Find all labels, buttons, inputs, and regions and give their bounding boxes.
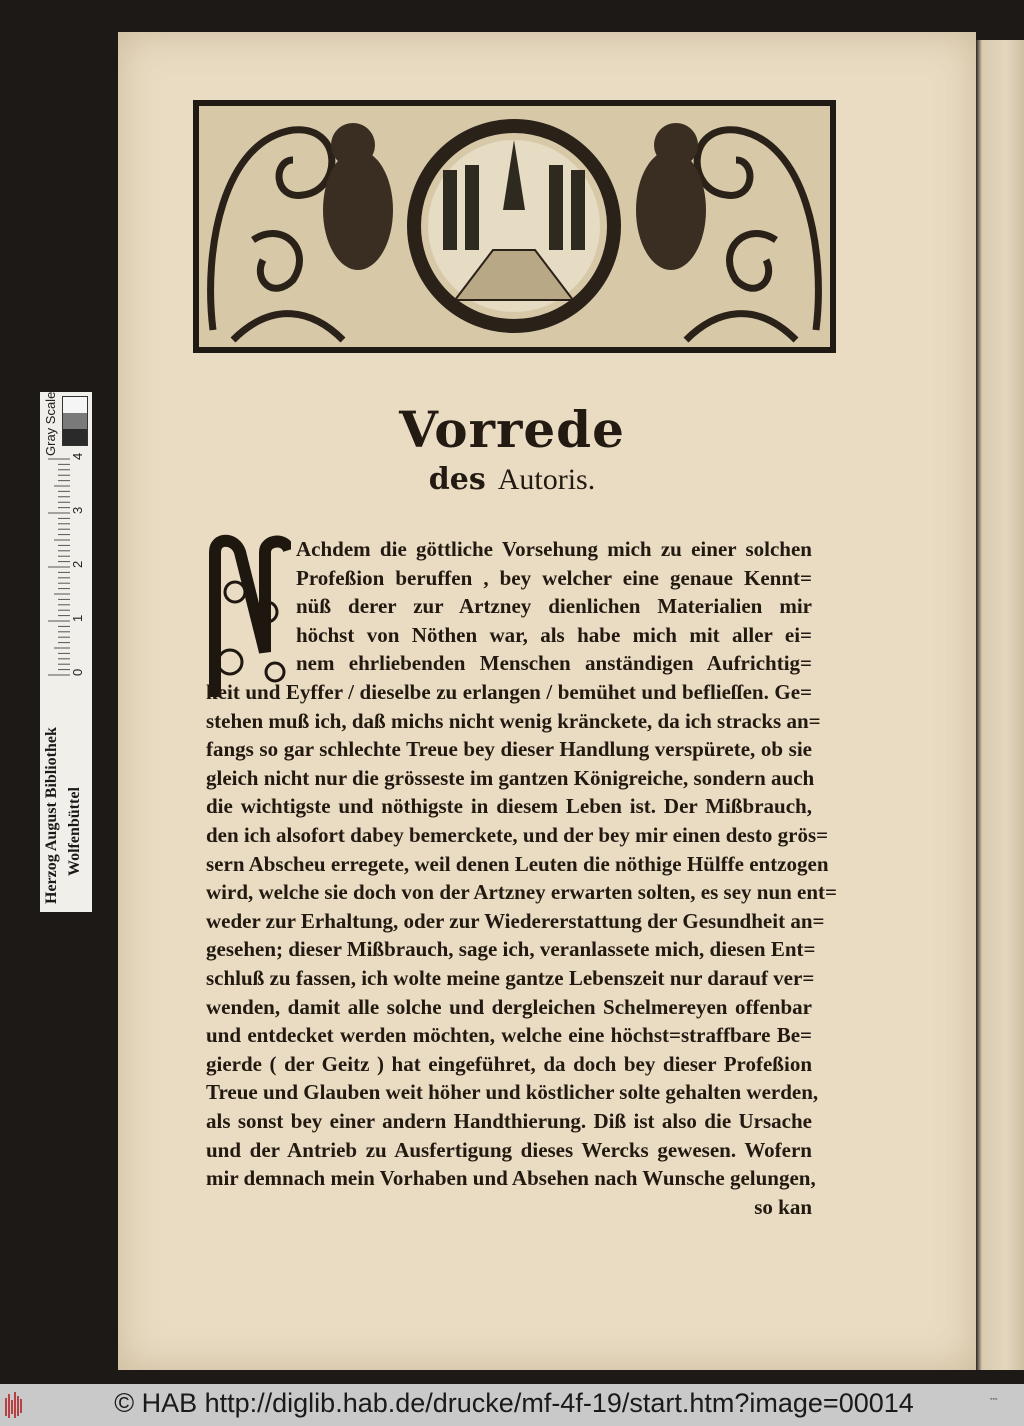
text-line: Achdem die göttliche Vorsehung mich zu einer solchen bbox=[296, 537, 812, 561]
ruler-city: Wolfenbüttel bbox=[66, 787, 83, 876]
subtitle-autoris: Autoris. bbox=[497, 463, 596, 496]
text-line: keit und Eyffer / dieselbe zu erlangen / bemühet und beflieſſen. Ge= bbox=[206, 680, 812, 704]
text-line: nüß derer zur Artzney dienlichen Materialien mir bbox=[296, 594, 812, 619]
text-line: wird, welche sie doch von der Artzney erwarten solten, es sey nun ent= bbox=[206, 880, 838, 905]
decorated-initial bbox=[205, 532, 291, 702]
text-line: fangs so gar schlechte Treue bey dieser Handlung verspürete, ob sie bbox=[206, 737, 812, 762]
text-line: weder zur Erhaltung, oder zur Wiedererstattung der Gesundheit an= bbox=[206, 908, 825, 933]
text-line: stehen muß ich, daß michs nicht wenig kränckete, da ich stracks an= bbox=[206, 708, 821, 733]
color-ruler bbox=[40, 392, 92, 912]
ruler-number: 0 bbox=[70, 668, 85, 676]
chapter-subtitle bbox=[0, 462, 1024, 497]
footer-bar bbox=[0, 1384, 1024, 1426]
subtitle-des: des bbox=[428, 462, 486, 497]
ruler-number: 1 bbox=[70, 614, 85, 622]
footer-mark: ▪▪▪ bbox=[990, 1396, 998, 1403]
text-line: und entdecket werden möchten, welche eine höchst=straffbare Be= bbox=[206, 1023, 812, 1048]
text-line: nem ehrliebenden Menschen anständigen Aufrichtig= bbox=[296, 651, 812, 676]
ruler-number: 4 bbox=[70, 452, 85, 460]
text-line: gleich nicht nur die grösseste im gantzen Königreiche, sondern auch bbox=[206, 765, 815, 790]
hab-logo-icon bbox=[4, 1390, 24, 1420]
gray-scale-label: Gray Scale bbox=[43, 391, 58, 456]
ruler-institution: Herzog August Bibliothek bbox=[43, 727, 60, 904]
text-line: wenden, damit alle solche und dergleichen Schelmereyen offenbar bbox=[206, 994, 812, 1019]
text-line: höchst von Nöthen war, als habe mich mit aller ei= bbox=[296, 622, 812, 647]
facing-page-edge bbox=[976, 40, 1024, 1370]
ruler-number: 2 bbox=[70, 560, 85, 568]
text-line: den ich alsofort dabey bemerckete, und der bey mir einen desto grös= bbox=[206, 823, 829, 847]
woodcut-headpiece bbox=[193, 100, 836, 353]
gray-scale-swatches bbox=[62, 396, 88, 446]
text-line: sern Abscheu erregete, weil denen Leuten die nöthige Hülffe entzogen bbox=[206, 851, 829, 876]
text-line: so kan bbox=[754, 1194, 812, 1219]
text-line: und der Antrieb zu Ausfertigung dieses Wercks gewesen. Wofern bbox=[206, 1137, 812, 1162]
ruler-number: 3 bbox=[70, 506, 85, 514]
footer-copyright-url[interactable]: © HAB http://diglib.hab.de/drucke/mf-4f-19/start.htm?image=00014 bbox=[114, 1388, 914, 1418]
text-line: Profeßion beruffen , bey welcher eine genaue Kennt= bbox=[296, 565, 812, 590]
text-line: mir demnach mein Vorhaben und Absehen nach Wunsche gelungen, bbox=[206, 1166, 816, 1191]
chapter-title: Vorrede bbox=[399, 400, 625, 459]
text-line: gesehen; dieser Mißbrauch, sage ich, veranlassete mich, diesen Ent= bbox=[206, 937, 816, 962]
text-line: als sonst bey einer andern Handthierung. Diß ist also die Ursache bbox=[206, 1109, 812, 1133]
text-line: Treue und Glauben weit höher und köstlicher solte gehalten werden, bbox=[206, 1080, 819, 1105]
text-line: schluß zu fassen, ich wolte meine gantze Lebenszeit nur darauf ver= bbox=[206, 966, 815, 990]
text-line: die wichtigste und nöthigste in diesem Leben ist. Der Mißbrauch, bbox=[206, 794, 812, 819]
ruler-ticks bbox=[48, 454, 70, 676]
text-line: gierde ( der Geitz ) hat eingeführet, da doch bey dieser Profeßion bbox=[206, 1051, 812, 1076]
